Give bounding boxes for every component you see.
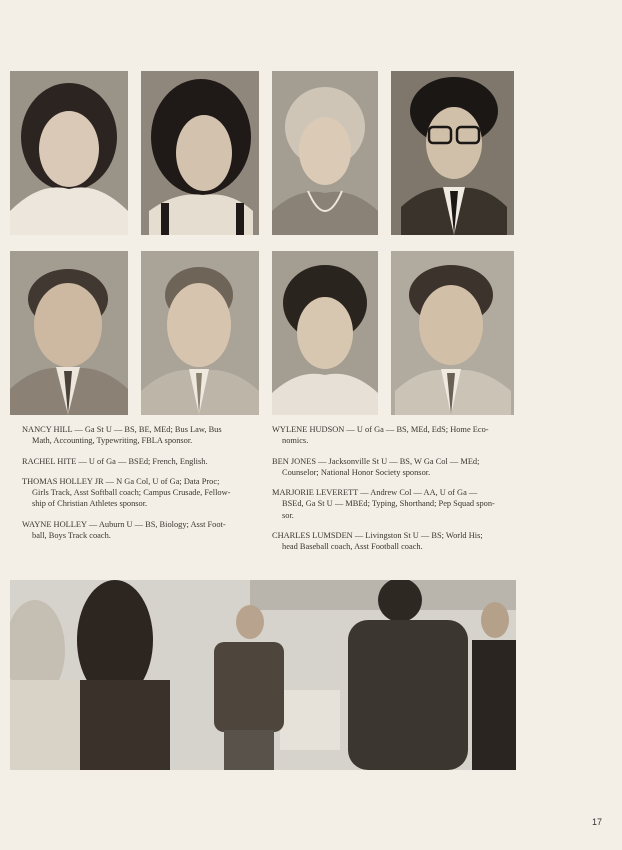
portrait-photo-icon bbox=[272, 251, 378, 415]
bio-line: BEN JONES — Jacksonville St U — BS, W Ga Col — MEd; bbox=[272, 456, 480, 466]
portrait-photo-icon bbox=[10, 251, 128, 415]
portrait-rachel-hite bbox=[141, 71, 259, 235]
bio-line: MARJORIE LEVERETT — Andrew Col — AA, U of Ga — bbox=[272, 488, 478, 498]
bio-line: WAYNE HOLLEY — Auburn U — BS, Biology; Asst Foot- bbox=[22, 519, 226, 529]
bio-line: nomics. bbox=[282, 436, 309, 446]
portrait-charles-lumsden bbox=[391, 251, 514, 415]
bio-line: Math, Accounting, Typewriting, FBLA sponsor. bbox=[32, 436, 193, 446]
bio-line: sor. bbox=[282, 510, 294, 520]
bios-right-column bbox=[272, 424, 518, 562]
bio-line: NANCY HILL — Ga St U — BS, BE, MEd; Bus Law, Bus bbox=[22, 425, 222, 434]
bio-entry bbox=[22, 424, 260, 447]
bio-line: ball, Boys Track coach. bbox=[32, 531, 111, 541]
bio-line: Counselor; National Honor Society sponsor. bbox=[282, 467, 431, 477]
portrait-photo-icon bbox=[391, 251, 514, 415]
portrait-photo-icon bbox=[141, 251, 259, 415]
bio-line: Girls Track, Asst Softball coach; Campus Crusade, Fellow- bbox=[32, 488, 231, 498]
portrait-ben-jones bbox=[391, 71, 514, 235]
bio-entry bbox=[22, 456, 260, 467]
bio-line: RACHEL HITE — U of Ga — BSEd; French, English. bbox=[22, 456, 208, 466]
group-photo bbox=[10, 580, 516, 770]
bio-entry bbox=[272, 530, 518, 553]
bio-entry bbox=[272, 456, 518, 479]
portrait-photo-icon bbox=[141, 71, 259, 235]
portrait-photo-icon bbox=[391, 71, 514, 235]
bio-entry bbox=[272, 424, 518, 447]
portrait-nancy-hill bbox=[10, 71, 128, 235]
bio-entry bbox=[272, 487, 518, 521]
portrait-wylene-hudson bbox=[272, 71, 378, 235]
bio-line: WYLENE HUDSON — U of Ga — BS, MEd, EdS; Home Eco- bbox=[272, 425, 489, 434]
bio-line: CHARLES LUMSDEN — Livingston St U — BS; World His; bbox=[272, 531, 483, 541]
bio-entry bbox=[22, 519, 260, 542]
bio-line: THOMAS HOLLEY JR — N Ga Col, U of Ga; Data Proc; bbox=[22, 476, 220, 486]
portrait-photo-icon bbox=[272, 71, 378, 235]
portrait-wayne-holley bbox=[141, 251, 259, 415]
portrait-photo-icon bbox=[10, 71, 128, 235]
bio-line: ship of Christian Athletes sponsor. bbox=[32, 499, 148, 509]
group-photo-icon bbox=[10, 580, 516, 770]
bios-left-column bbox=[22, 424, 260, 550]
portrait-marjorie-leverett bbox=[272, 251, 378, 415]
bio-line: BSEd, Ga St U — MBEd; Typing, Shorthand; Pep Squad spon- bbox=[282, 499, 495, 509]
bio-entry bbox=[22, 476, 260, 510]
page-number: 17 bbox=[592, 817, 603, 827]
bio-line: head Baseball coach, Asst Football coach. bbox=[282, 542, 423, 552]
portrait-thomas-holley-jr bbox=[10, 251, 128, 415]
